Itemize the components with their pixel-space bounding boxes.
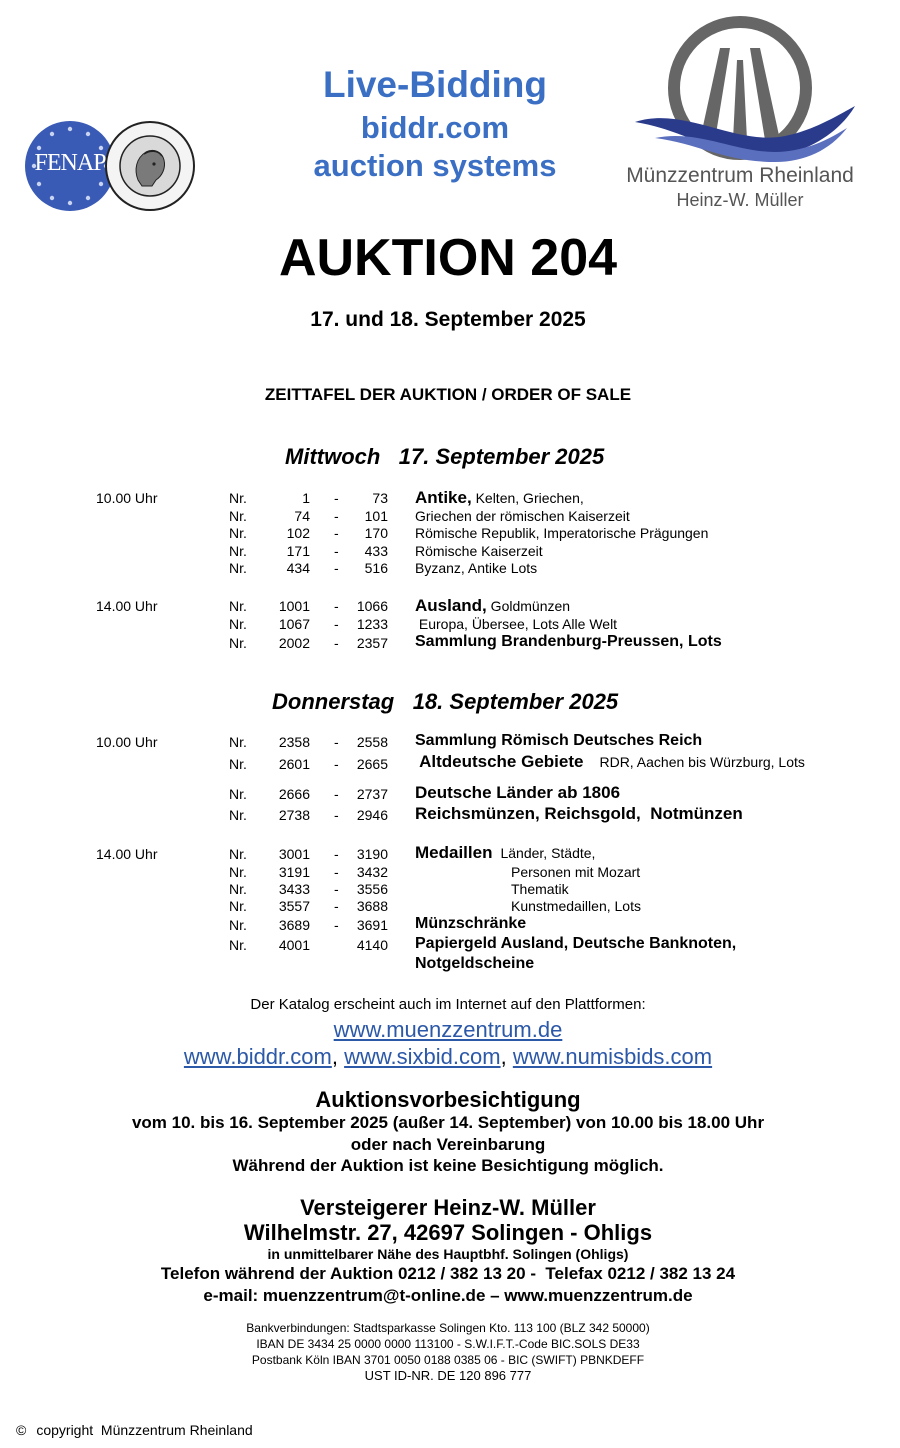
preview-line3: Während der Auktion ist keine Besichtigung möglich. — [232, 1156, 664, 1175]
near-station: in unmittelbarer Nähe des Hauptbhf. Solingen (Ohligs) — [267, 1246, 629, 1262]
link-separator: , — [500, 1044, 507, 1069]
email: e-mail: muenzzentrum@t-online.de – www.muenzzentrum.de — [203, 1286, 693, 1305]
schedule-row: Nr. 4001 4140 Papiergeld Ausland, Deutsche Banknoten, — [229, 935, 737, 953]
schedule-row: Nr. 3689 - 3691 Münzschränke — [229, 915, 527, 933]
phone: Telefon während der Auktion 0212 / 382 13 20 - Telefax 0212 / 382 13 24 — [160, 1264, 736, 1283]
schedule-row: Nr. 1067 - 1233 Europa, Übersee, Lots Alle Welt — [229, 616, 618, 632]
live-bidding-sub: auction systems — [313, 148, 557, 183]
copyright-text: copyright Münzzentrum Rheinland — [36, 1422, 253, 1438]
preview-line2: oder nach Vereinbarung — [350, 1135, 546, 1154]
schedule-row: 10.00 Uhr Nr. 2358 - 2558 Sammlung Römisch Deutsches Reich — [96, 732, 703, 750]
preview-line1: vom 10. bis 16. September 2025 (außer 14. September) von 10.00 bis 18.00 Uhr — [131, 1113, 765, 1132]
catalog-intro: Der Katalog erscheint auch im Internet auf den Plattformen: — [250, 996, 646, 1013]
schedule-row: Nr. 74 - 101 Griechen der römischen Kaiserzeit — [229, 508, 630, 524]
link-biddr[interactable]: www.biddr.com — [183, 1044, 332, 1069]
schedule-row: Nr. 2738 - 2946 Reichsmünzen, Reichsgold, Notmünzen — [229, 804, 743, 823]
fenap-logo-text: FENAP — [34, 150, 106, 176]
muenzzentrum-logo — [615, 10, 865, 215]
bank-line2: IBAN DE 3434 25 0000 0000 113100 - S.W.I.F.T.-Code BIC.SOLS DE33 — [256, 1337, 640, 1351]
day2-heading — [272, 689, 618, 715]
schedule-row: Nr. 2666 - 2737 Deutsche Länder ab 1806 — [229, 783, 621, 802]
auction-title: AUKTION 204 — [278, 229, 618, 287]
bank-line4: UST ID-NR. DE 120 896 777 — [364, 1368, 532, 1383]
day2-weekday: Donnerstag — [272, 689, 395, 714]
schedule-row: Notgeldscheine — [415, 955, 535, 972]
catalog-links-main — [0, 1017, 898, 1043]
schedule-row: 14.00 Uhr Nr. 1001 - 1066 Ausland, Goldmünzen — [96, 596, 571, 615]
schedule-row: Nr. 3191 - 3432 Personen mit Mozart — [229, 864, 641, 880]
link-separator: , — [331, 1044, 338, 1069]
auction-dates: 17. und 18. September 2025 — [310, 308, 586, 331]
schedule-row: Nr. 3557 - 3688 Kunstmedaillen, Lots — [229, 898, 641, 914]
link-muenzzentrum[interactable]: www.muenzzentrum.de — [333, 1017, 563, 1042]
schedule-row: Nr. 171 - 433 Römische Kaiserzeit — [229, 543, 543, 559]
day1-weekday: Mittwoch — [285, 444, 381, 469]
schedule-row: 10.00 Uhr Nr. 1 - 73 Antike, Kelten, Griechen, — [96, 488, 584, 507]
auctioneer: Versteigerer Heinz-W. Müller — [300, 1195, 596, 1220]
day2-date: 18. September 2025 — [412, 689, 619, 714]
copyright — [16, 1422, 253, 1438]
bank-line3: Postbank Köln IBAN 3701 0050 0188 0385 06 - BIC (SWIFT) PBNKDEFF — [251, 1353, 645, 1367]
schedule-row: Nr. 3433 - 3556 Thematik — [229, 881, 569, 897]
brand-name: Münzzentrum Rheinland — [626, 164, 854, 187]
day1-heading — [285, 444, 604, 470]
schedule-row: Nr. 2601 - 2665 Altdeutsche Gebiete RDR, Aachen bis Würzburg, Lots — [229, 752, 805, 772]
live-bidding-domain: biddr.com — [360, 110, 510, 145]
link-numisbids[interactable]: www.numisbids.com — [512, 1044, 713, 1069]
schedule-row: Nr. 2002 - 2357 Sammlung Brandenburg-Preussen, Lots — [229, 633, 722, 651]
schedule-row: Nr. 434 - 516 Byzanz, Antike Lots — [229, 560, 538, 576]
link-sixbid[interactable]: www.sixbid.com — [344, 1044, 501, 1069]
bank-line1: Bankverbindungen: Stadtsparkasse Solingen Kto. 113 100 (BLZ 342 50000) — [246, 1321, 650, 1335]
order-heading: ZEITTAFEL DER AUKTION / ORDER OF SALE — [264, 385, 632, 404]
schedule-row: 14.00 Uhr Nr. 3001 - 3190 Medaillen Länder, Städte, — [96, 843, 596, 862]
live-bidding-title: Live-Bidding — [322, 64, 548, 105]
day1-date: 17. September 2025 — [398, 444, 605, 469]
brand-owner: Heinz-W. Müller — [676, 190, 804, 210]
schedule-row: Nr. 102 - 170 Römische Republik, Imperatorische Prägungen — [229, 525, 709, 541]
copyright-icon: © — [16, 1422, 27, 1438]
catalog-links — [0, 1044, 898, 1070]
preview-heading: Auktionsvorbesichtigung — [315, 1087, 581, 1112]
address: Wilhelmstr. 27, 42697 Solingen - Ohligs — [243, 1220, 653, 1245]
